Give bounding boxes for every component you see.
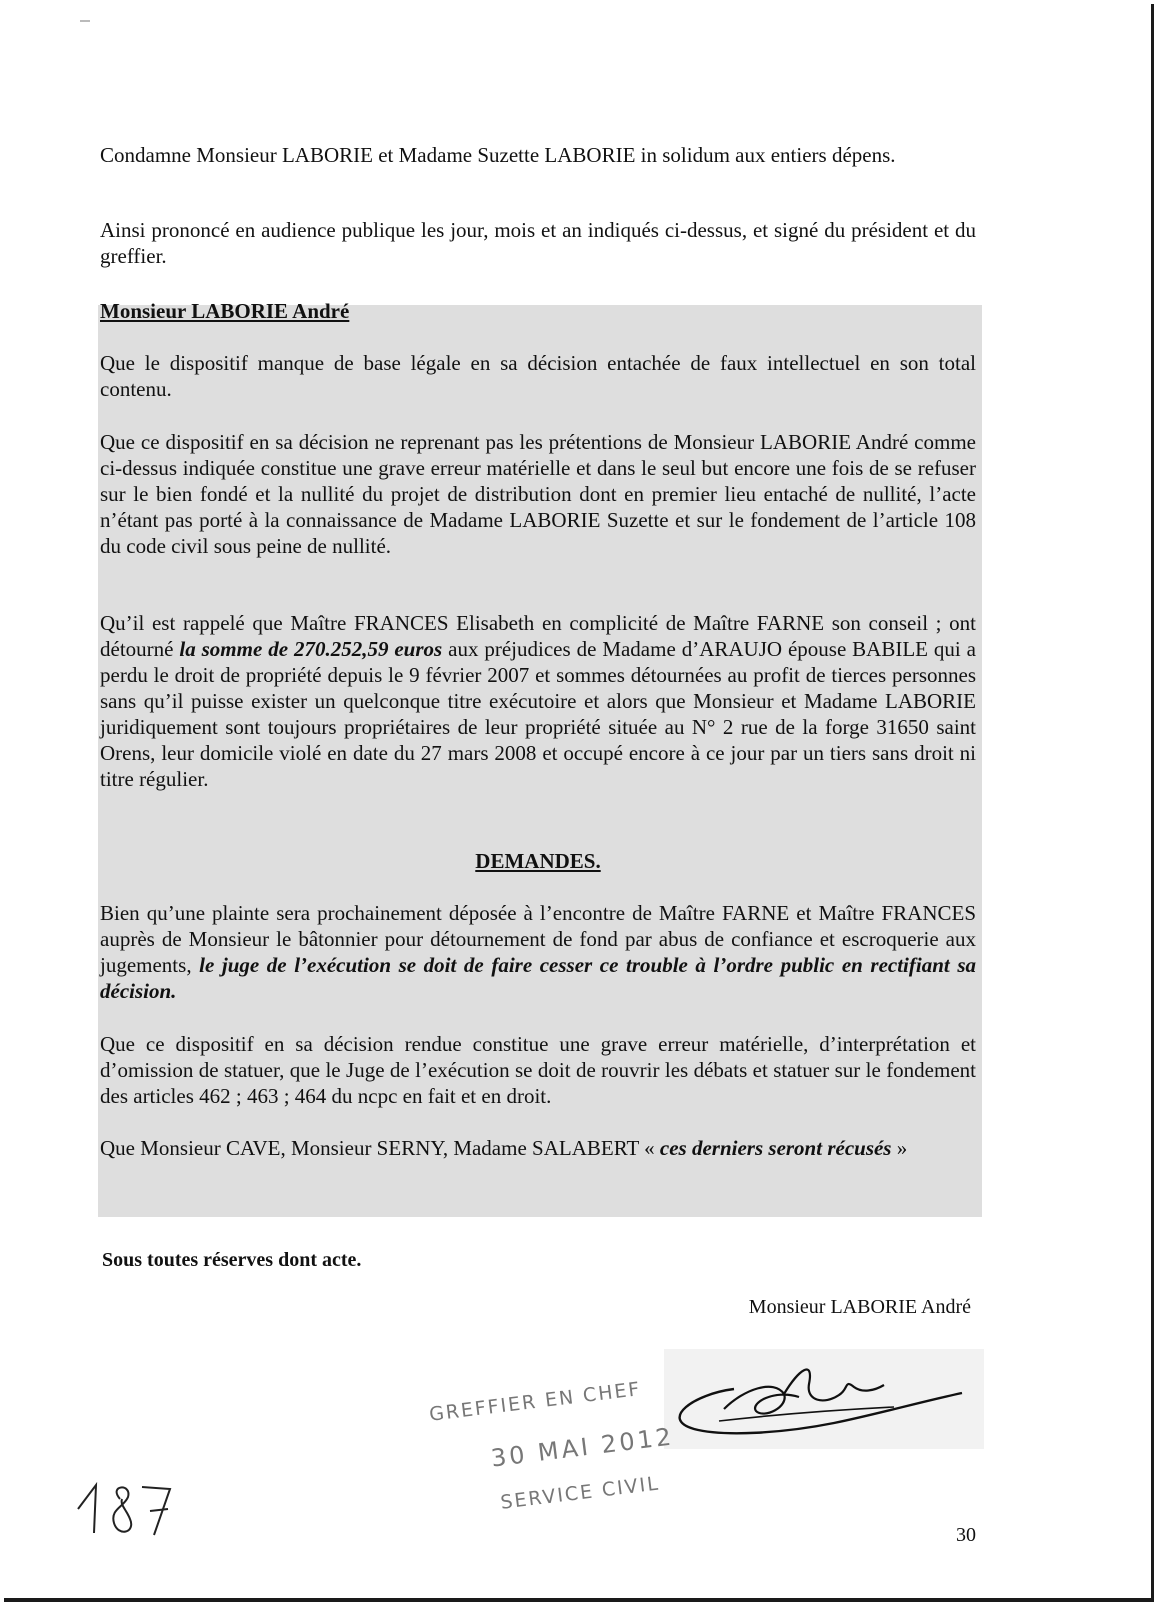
handwritten-number-icon [70,1479,180,1539]
document-page [4,4,1154,1602]
paragraph-ainsi-prononce: Ainsi prononcé en audience publique les jour, mois et an indiqués ci-dessus, et signé du président et du greffier. [100,218,976,268]
signature-icon [664,1349,984,1449]
paragraph-rappel-detournement [100,610,976,792]
scan-mark [80,20,90,22]
text-run: Que Monsieur CAVE, Monsieur SERNY, Madame SALABERT « [100,1136,660,1160]
stamp-line-greffier: GREFFIER EN CHEF [428,1377,643,1426]
text-run: Qu’il est rappelé que Maître FRANCES Elisabeth en complicité de Maître FARNE son conseil ; ont détourné [100,611,976,661]
emphasis-recuses: ces derniers seront récusés [659,1136,892,1160]
text-run: Bien qu’une plainte sera prochainement déposée à l’encontre de Maître FARNE et Maître FRANCES auprès de Monsieur le bâtonnier pour détournement de fond par abus de confiance et escroquerie aux jugements, [100,901,976,977]
paragraph-recusation [100,1135,976,1161]
handwritten-number [70,1479,180,1544]
paragraph-dispositif-base-legale: Que le dispositif manque de base légale en sa décision entachée de faux intellectuel en son total contenu. [100,351,976,401]
paragraph-erreur-materielle: Que ce dispositif en sa décision rendue constitue une grave erreur matérielle, d’interprétation et d’omission de statuer, que le Juge de l’exécution se doit de rouvrir les débats et statuer sur le fondement des articles 462 ; 463 ; 464 du ncpc en fait et en droit. [100,1032,976,1108]
text-run: aux préjudices de Madame d’ARAUJO épouse BABILE qui a perdu le droit de propriété depuis le 9 février 2007 et sommes détournées au profit de tierces personnes sans qu’il puisse exister un quelconque titre exécutoire et alors que Monsieur et Madame LABORIE juridiquement sont toujours propriétaires de leur propriété située au N° 2 rue de la forge 31650 saint Orens, leur domicile violé en date du 27 mars 2008 et occupé encore à ce jour par un tiers sans droit ni titre régulier. [100,637,976,791]
demandes-heading [100,848,976,874]
stamp-date: 30 MAI 2012 [489,1422,676,1473]
stamp-line-service: SERVICE CIVIL [499,1472,661,1514]
emphasis-amount: la somme de 270.252,59 euros [179,637,443,661]
section-heading-text: Monsieur LABORIE André [100,299,350,323]
paragraph-plainte [100,900,976,1004]
paragraph-dispositif-erreur: Que ce dispositif en sa décision ne reprenant pas les prétentions de Monsieur LABORIE André comme ci-dessus indiquée constitue une grave erreur matérielle et dans le seul but encore une fois de se refuser sur le bien fondé et la nullité du projet de distribution dont en premier lieu entaché de nullité, l’acte n’étant pas porté à la connaissance de Madame LABORIE Suzette et sur le fondement de l’article 108 du code civil sous peine de nullité. [100,430,976,558]
demandes-heading-text: DEMANDES. [475,849,601,873]
section-heading [100,298,976,324]
paragraph-condamne: Condamne Monsieur LABORIE et Madame Suzette LABORIE in solidum aux entiers dépens. [100,143,896,167]
court-stamp [428,1376,676,1543]
page-number: 30 [956,1524,976,1546]
signer-name: Monsieur LABORIE André [748,1296,971,1318]
closing-statement: Sous toutes réserves dont acte. [102,1249,362,1271]
signature-area [664,1349,984,1449]
text-run: » [891,1136,908,1160]
emphasis-juge: le juge de l’exécution se doit de faire cesser ce trouble à l’ordre public en rectifiant sa décision. [100,953,976,1003]
